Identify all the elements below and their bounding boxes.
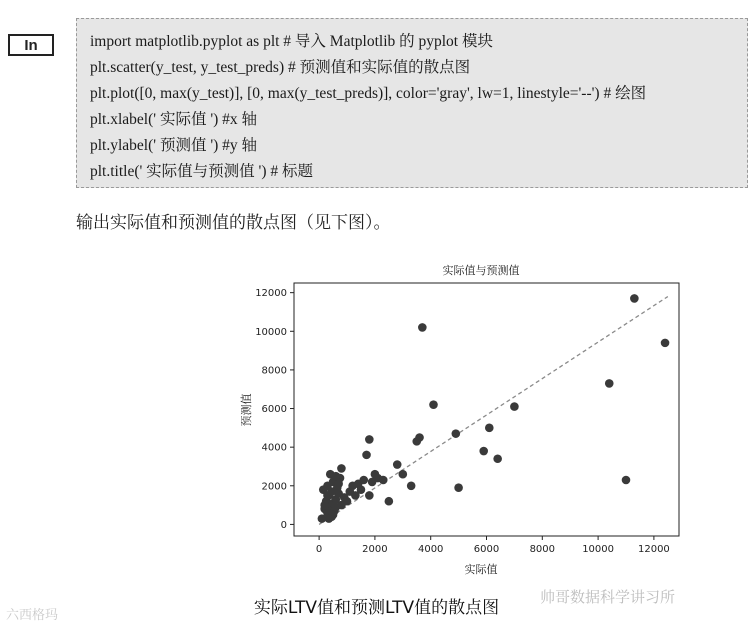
scatter-point — [365, 435, 374, 444]
scatter-point — [365, 491, 374, 500]
y-tick-label: 8000 — [261, 365, 287, 377]
y-tick-label: 0 — [280, 519, 287, 531]
watermark-right: 帅哥数据科学讲习所 — [540, 588, 676, 606]
scatter-point — [630, 294, 639, 303]
x-axis-label: 实际值 — [464, 563, 498, 576]
y-tick-label: 10000 — [255, 326, 287, 338]
scatter-point — [362, 451, 371, 460]
y-tick-label: 6000 — [261, 404, 287, 416]
figure-caption: 实际LTV值和预测LTV值的散点图 — [253, 598, 500, 618]
watermark-left: 六西格玛 — [6, 608, 59, 623]
y-tick-label: 4000 — [261, 442, 287, 454]
scatter-point — [359, 476, 368, 485]
scatter-point — [407, 481, 416, 490]
x-tick-label: 0 — [315, 544, 323, 555]
scatter-point — [452, 429, 461, 438]
scatter-point — [454, 483, 463, 492]
scatter-point — [320, 501, 329, 510]
code-line: plt.xlabel(' 实际值 ') #x 轴 — [90, 111, 258, 128]
scatter-point — [337, 464, 346, 473]
scatter-point — [327, 487, 336, 496]
scatter-point — [393, 460, 402, 469]
x-tick-label: 10000 — [582, 544, 615, 555]
scatter-point — [622, 476, 631, 485]
scatter-point — [493, 454, 502, 463]
scatter-point — [379, 476, 388, 485]
scatter-point — [510, 402, 519, 411]
reference-line — [319, 297, 668, 525]
scatter-point — [415, 433, 424, 442]
scatter-chart — [236, 258, 686, 588]
scatter-point — [429, 400, 438, 409]
in-label: In — [8, 34, 54, 56]
scatter-point — [661, 339, 670, 348]
scatter-point — [343, 497, 352, 506]
x-tick-label: 6000 — [473, 544, 500, 555]
code-line: import matplotlib.pyplot as plt # 导入 Matplotlib 的 pyplot 模块 — [90, 33, 493, 50]
x-tick-label: 8000 — [529, 544, 556, 555]
x-tick-label: 2000 — [362, 544, 388, 555]
scatter-point — [485, 424, 494, 433]
code-line: plt.plot([0, max(y_test)], [0, max(y_test_preds)], color='gray', lw=1, linestyle='--') # 绘图 — [90, 85, 647, 102]
x-tick-label: 4000 — [417, 544, 444, 555]
scatter-point — [357, 485, 366, 494]
plot-frame — [294, 283, 679, 536]
scatter-point — [479, 447, 488, 456]
scatter-point — [605, 379, 614, 388]
scatter-point — [325, 514, 334, 523]
scatter-point — [332, 472, 341, 481]
y-tick-label: 2000 — [261, 481, 287, 493]
code-line: plt.title(' 实际值与预测值 ') # 标题 — [90, 163, 314, 180]
scatter-point — [332, 503, 341, 512]
scatter-point — [399, 470, 408, 479]
scatter-point — [334, 480, 343, 489]
scatter-point — [385, 497, 394, 506]
y-tick-label: 12000 — [255, 288, 287, 300]
x-tick-label: 12000 — [637, 544, 670, 555]
code-block — [76, 18, 748, 188]
code-line: plt.ylabel(' 预测值 ') #y 轴 — [90, 137, 258, 154]
y-axis-label: 预测值 — [240, 393, 253, 427]
chart-title: 实际值与预测值 — [442, 264, 520, 277]
scatter-point — [418, 323, 427, 332]
body-paragraph: 输出实际值和预测值的散点图（见下图）。 — [76, 213, 391, 233]
code-line: plt.scatter(y_test, y_test_preds) # 预测值和实际值的散点图 — [90, 59, 471, 76]
